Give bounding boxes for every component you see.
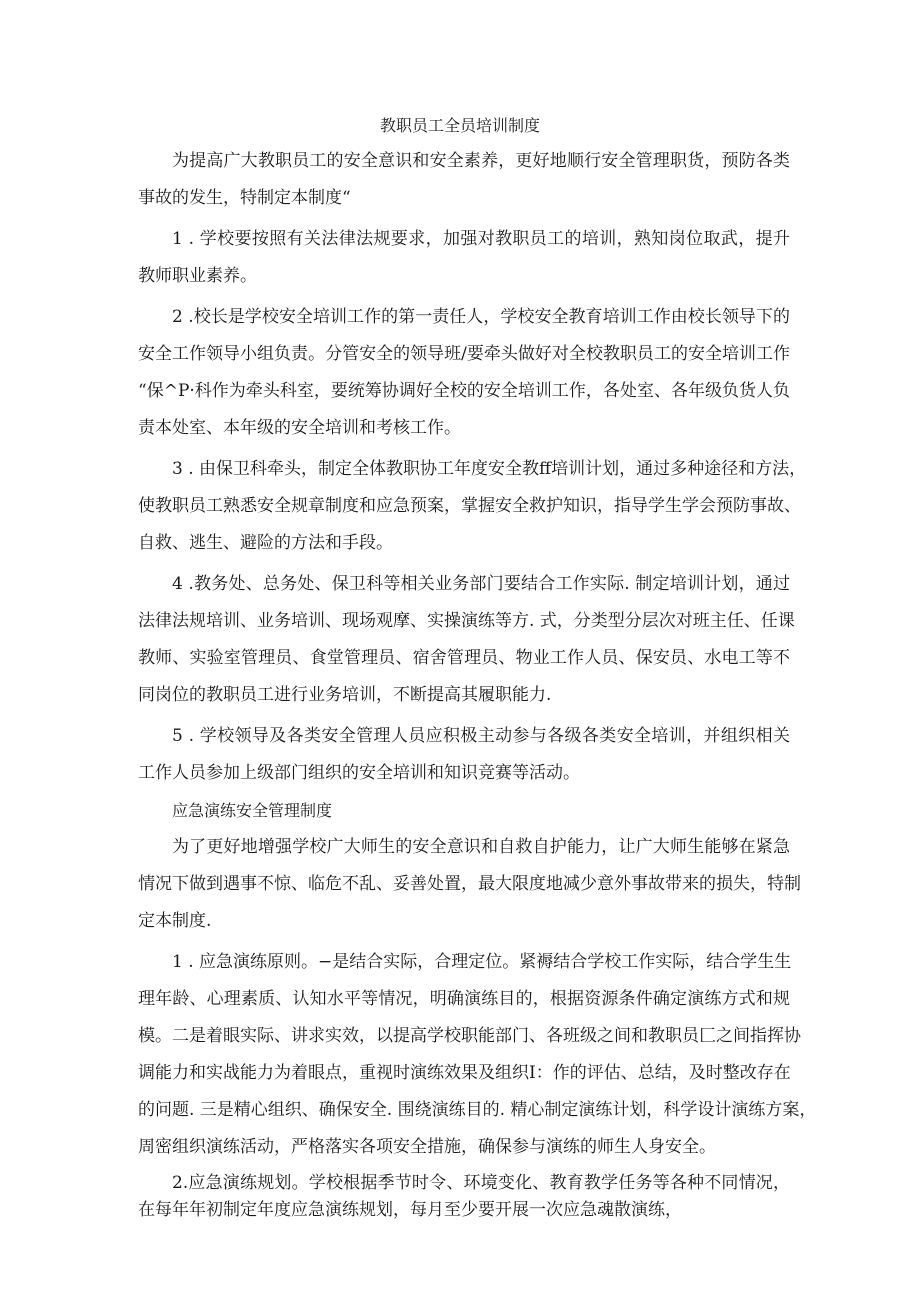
text-line: 的问题. 三是精心组织、确保安全. 围绕演练目的. 精心制定演练计划，科学设计演练方案，: [138, 1100, 817, 1120]
text-line: 调能力和实战能力为着眼点，重视时演练效果及组织I：作的评估、总结，及时整改存在: [138, 1063, 791, 1083]
text-line: 教师职业素养。: [138, 266, 257, 286]
clause-paragraph: [138, 1170, 790, 1224]
document-title: 教职员工全员培训制度: [379, 116, 540, 135]
clause-paragraph: [138, 299, 790, 447]
text-line: 责本处室、本年级的安全培训和考核工作。: [138, 418, 461, 438]
intro-paragraph: [138, 829, 801, 940]
text-line: 为提高广大教职员工的安全意识和安全素养，更好地顺行安全管理职货，预防各类: [172, 151, 790, 171]
text-line: 法律法规培训、业务培训、现场观摩、实操演练等方. 式，分类型分层次对班主任、任课: [138, 611, 795, 631]
text-line: 1 . 学校要按照有关法律法规要求，加强对教职员工的培训，熟知岗位取武，提升: [172, 229, 790, 249]
text-line: 2.应急演练规划。学校根据季节时令、环境变化、教育教学任务等各种不同情况，: [172, 1173, 790, 1193]
text-line: 定本制度.: [138, 911, 212, 931]
text-line: 事故的发生，特制定本制度“: [138, 188, 351, 208]
text-line: 情况下做到遇事不惊、临危不乱、妥善处置，最大限度地减少意外事故带来的损失，特制: [138, 874, 801, 894]
clause-paragraph: [138, 944, 817, 1166]
text-line: 2 .校长是学校安全培训工作的第一责任人，学校安全教育培训工作由校长领导下的: [172, 307, 790, 327]
clause-paragraph: [138, 451, 807, 562]
text-line: 为了更好地增强学校广大师生的安全意识和自救自护能力，让广大师生能够在紧急: [172, 837, 790, 857]
text-line: 教师、实验室管理员、食堂管理员、宿舍管理员、物业工作人员、保安员、水电工等不: [138, 648, 790, 668]
text-line: “保^P·科作为牵头科室，要统筹协调好全校的安全培训工作，各处室、各年级负货人负: [138, 381, 790, 401]
text-line: 自救、逃生、避险的方法和手段。: [138, 533, 393, 553]
section-title: 应急演练安全管理制度: [172, 801, 333, 820]
text-line: 4 .教务处、总务处、保卫科等相关业务部门要结合工作实际. 制定培训计划，通过: [172, 574, 790, 594]
text-line: 5 . 学校领导及各类安全管理人员应积极主动参与各级各类安全培训，并组织相关: [172, 726, 790, 746]
text-line: 在每年年初制定年度应急演练规划，每月至少要开展一次应急魂散演练，: [138, 1200, 682, 1220]
text-line: 模。二是着眼实际、讲求实效，以提高学校职能部门、各班级之间和教职员匚之间指挥协: [138, 1026, 801, 1046]
text-line: 1 . 应急演练原则。−是结合实际，合理定位。紧褥结合学校工作实际，结合学生生: [172, 952, 792, 972]
text-line: 安全工作领导小组负责。分管安全的领导班/要牵头做好对全校教职员工的安全培训工作: [138, 344, 790, 364]
document-body: [138, 143, 817, 1224]
text-line: 周密组织演练活动，严格落实各项安全措施，确保参与演练的师生人身安全。: [138, 1137, 716, 1157]
clause-paragraph: [138, 566, 795, 714]
clause-paragraph: [138, 718, 790, 792]
text-line: 理年龄、心理素质、认知水平等情况，明确演练目的，根据资源条件确定演练方式和规: [138, 989, 790, 1009]
text-line: 使教职员工熟悉安全规章制度和应急预案，掌握安全救护知识，指导学生学会预防事故、: [138, 496, 801, 516]
section-title-paragraph: [138, 792, 790, 829]
intro-paragraph: [138, 143, 790, 217]
text-line: 同岗位的教职员工进行业务培训，不断提高其履职能力.: [138, 685, 552, 705]
text-line: 工作人员参加上级部门组织的安全培训和知识竞赛等活动。: [138, 763, 580, 783]
clause-paragraph: [138, 221, 790, 295]
text-line: 3 . 由保卫科牵头，制定全体教职协工年度安全教ff培训计划，通过多种途径和方法，: [172, 459, 807, 479]
